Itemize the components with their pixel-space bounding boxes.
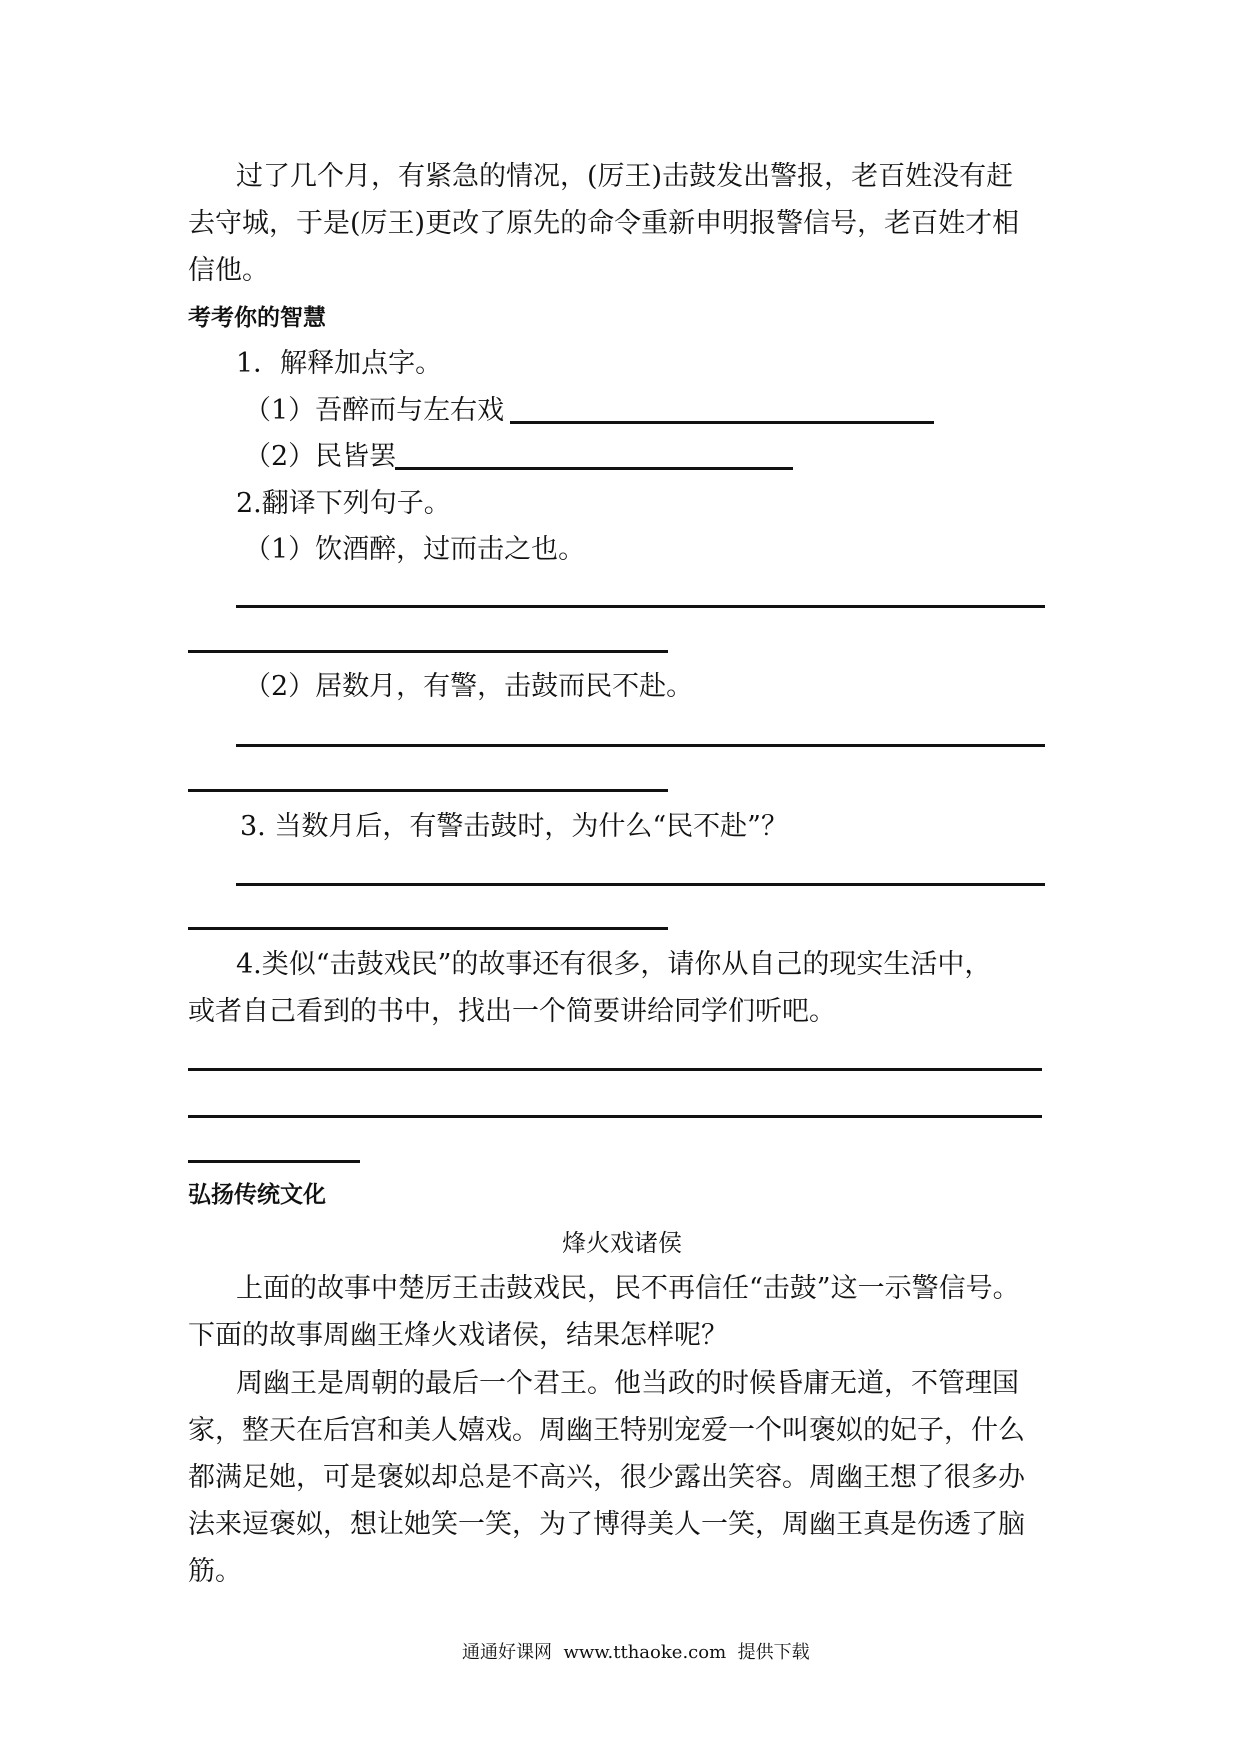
q2-item-1-answer-line-1[interactable] [236, 605, 1045, 608]
q3-label: 3. 当数月后，有警击鼓时，为什么“民不赴”？ [240, 811, 788, 842]
q4-answer-line-2[interactable] [188, 1115, 1042, 1118]
q1-label: 1．解释加点字。 [236, 348, 443, 379]
q1-item-1: （1）吾醉而与左右戏 [244, 395, 505, 426]
q3-answer-line-2[interactable] [188, 927, 668, 930]
q4-answer-line-1[interactable] [188, 1068, 1042, 1071]
q4-line-2: 或者自己看到的书中，找出一个简要讲给同学们听吧。 [188, 996, 836, 1027]
q4-line-1: 4.类似“击鼓戏民”的故事还有很多，请你从自己的现实生活中， [236, 949, 992, 980]
intro-line-1: 上面的故事中楚厉王击鼓戏民，民不再信任“击鼓”这一示警信号。 [236, 1273, 1020, 1304]
intro-line-2: 下面的故事周幽王烽火戏诸侯，结果怎样呢？ [188, 1320, 728, 1351]
q2-item-2-answer-line-2[interactable] [188, 789, 668, 792]
story-line-3: 都满足她，可是褒姒却总是不高兴，很少露出笑容。周幽王想了很多办 [188, 1462, 1025, 1493]
q2-label: 2.翻译下列句子。 [236, 488, 451, 519]
story-line-1: 周幽王是周朝的最后一个君王。他当政的时候昏庸无道，不管理国 [236, 1368, 1019, 1399]
q2-item-2: （2）居数月，有警，击鼓而民不赴。 [244, 671, 694, 702]
translation-line-3: 信他。 [188, 255, 269, 286]
q1-item-1-answer-line[interactable] [510, 421, 934, 424]
q3-answer-line-1[interactable] [236, 883, 1045, 886]
story-line-4: 法来逗褒姒，想让她笑一笑，为了博得美人一笑，周幽王真是伤透了脑 [188, 1509, 1025, 1540]
story-title: 烽火戏诸侯 [562, 1229, 682, 1257]
quiz-heading: 考考你的智慧 [188, 305, 326, 331]
page-footer: 通通好课网 www.tthaoke.com 提供下载 [462, 1642, 810, 1663]
q1-item-2: （2）民皆罢 [244, 441, 397, 472]
translation-line-1: 过了几个月，有紧急的情况，(厉王)击鼓发出警报，老百姓没有赶 [236, 161, 1014, 192]
q2-item-1: （1）饮酒醉，过而击之也。 [244, 534, 586, 565]
translation-line-2: 去守城，于是(厉王)更改了原先的命令重新申明报警信号，老百姓才相 [188, 208, 1020, 239]
culture-heading: 弘扬传统文化 [188, 1182, 326, 1208]
q2-item-1-answer-line-2[interactable] [188, 650, 668, 653]
q1-item-2-answer-line[interactable] [395, 467, 793, 470]
q4-answer-line-3[interactable] [188, 1160, 360, 1163]
q2-item-2-answer-line-1[interactable] [236, 744, 1045, 747]
story-line-2: 家，整天在后宫和美人嬉戏。周幽王特别宠爱一个叫褒姒的妃子，什么 [188, 1415, 1025, 1446]
story-line-5: 筋。 [188, 1556, 242, 1587]
